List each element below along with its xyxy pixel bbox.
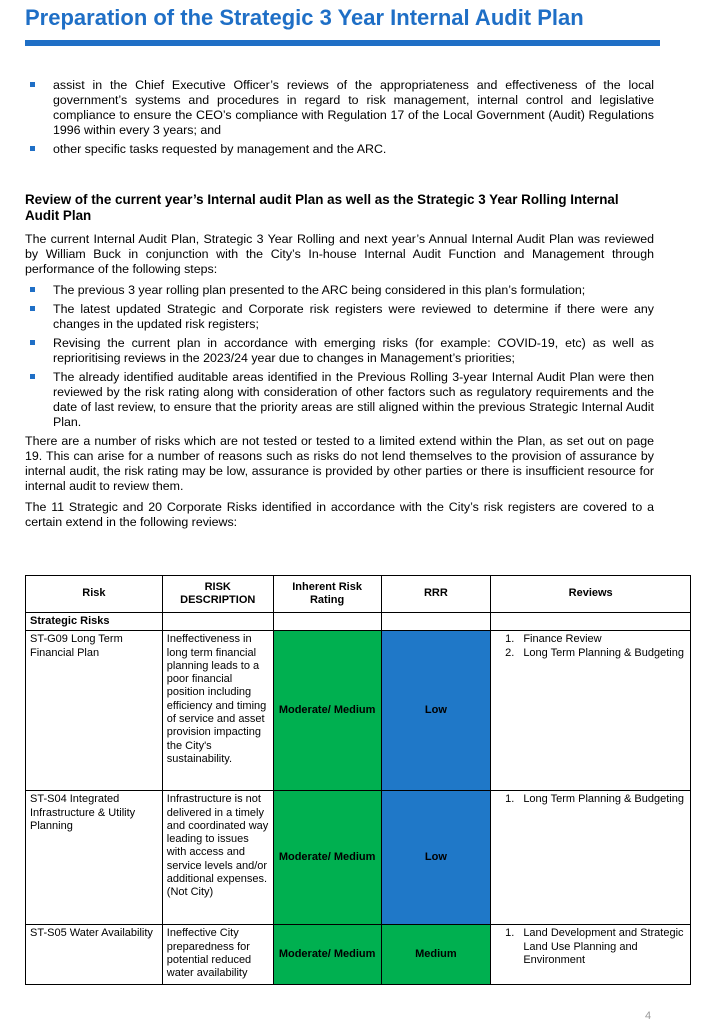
list-item: The already identified auditable areas identified in the Previous Rolling 3-year Internal Audit Plan were then reviewed by the risk rating along with consideration of other factors such as regulatory requirements and the date of last review, to ensure that the priority areas are still aligned within the previous Strategic Internal Audit Plan. [25, 370, 654, 430]
intro-bullet-list [25, 78, 654, 157]
list-item: The latest updated Strategic and Corporate risk registers were reviewed to determine if there were any changes in the updated risk registers; [25, 302, 654, 332]
table-row [26, 925, 691, 985]
reviews-cell [491, 631, 691, 791]
table-header-row [26, 576, 691, 613]
square-bullet-icon [30, 374, 35, 379]
square-bullet-icon [30, 287, 35, 292]
column-header-description: RISK DESCRIPTION [162, 576, 273, 613]
reviews-cell [491, 791, 691, 925]
rrr-cell: Low [381, 791, 491, 925]
rrr-cell: Low [381, 631, 491, 791]
list-item: assist in the Chief Executive Officer’s reviews of the appropriateness and effectiveness of the local government’s systems and procedures in regard to risk management, internal control and legislative compliance to ensure the CEO’s compliance with Regulation 17 of the Local Government (Audit) Regulations 1996 within every 3 years; and [25, 78, 654, 138]
description-cell: Infrastructure is not delivered in a timely and coordinated way leading to issues with access and service levels and/or additional expenses. (Not City) [162, 791, 273, 925]
column-header-inherent: Inherent Risk Rating [273, 576, 381, 613]
column-header-rrr: RRR [381, 576, 491, 613]
section-label: Strategic Risks [26, 613, 163, 631]
description-cell: Ineffectiveness in long term financial planning leads to a poor financial position including efficiency and timing of service and asset provision impacting the City's sustainability. [162, 631, 273, 791]
inherent-rating-cell: Moderate/ Medium [273, 925, 381, 985]
list-item: 1. Land Development and Strategic Land Use Planning and Environment [517, 927, 686, 967]
square-bullet-icon [30, 146, 35, 151]
title-underline [25, 40, 660, 46]
inherent-rating-cell: Moderate/ Medium [273, 631, 381, 791]
paragraph: There are a number of risks which are not tested or tested to a limited extend within the Plan, as set out on page 19. This can arise for a number of reasons such as risks do not lend themselves to the provision of assurance by internal audit, the risk rating may be low, assurance is provided by other parties or there is insufficient resource for internal audit to review them. [25, 434, 654, 493]
list-item: other specific tasks requested by management and the ARC. [25, 142, 654, 157]
column-header-risk: Risk [26, 576, 163, 613]
section-heading: Review of the current year’s Internal audit Plan as well as the Strategic 3 Year Rolling Internal Audit Plan [25, 192, 619, 223]
risk-cell: ST-S05 Water Availability [26, 925, 163, 985]
risk-cell: ST-G09 Long Term Financial Plan [26, 631, 163, 791]
risk-cell: ST-S04 Integrated Infrastructure & Utility Planning [26, 791, 163, 925]
list-item: 1. Long Term Planning & Budgeting [517, 793, 686, 806]
list-item: The previous 3 year rolling plan presented to the ARC being considered in this plan’s formulation; [25, 283, 654, 298]
description-cell: Ineffective City preparedness for potential reduced water availability [162, 925, 273, 985]
section-row [26, 613, 691, 631]
reviews-cell [491, 925, 691, 985]
list-item: Revising the current plan in accordance with emerging risks (for example: COVID-19, etc) as well as reprioritising reviews in the 2023/24 year due to changes in Management’s priorities; [25, 336, 654, 366]
page-number: 4 [645, 1010, 652, 1022]
column-header-reviews: Reviews [491, 576, 691, 613]
page-title: Preparation of the Strategic 3 Year Internal Audit Plan [25, 5, 584, 30]
reviews-list [495, 793, 686, 806]
list-item: 1. Finance Review [517, 633, 686, 646]
reviews-list [495, 927, 686, 967]
paragraph: The 11 Strategic and 20 Corporate Risks identified in accordance with the City’s risk registers are covered to a certain extend in the following reviews: [25, 500, 654, 529]
square-bullet-icon [30, 340, 35, 345]
reviews-list [495, 633, 686, 660]
risk-table [25, 575, 691, 985]
body-content [25, 78, 654, 536]
square-bullet-icon [30, 306, 35, 311]
square-bullet-icon [30, 82, 35, 87]
section-intro: The current Internal Audit Plan, Strategic 3 Year Rolling and next year’s Annual Internal Audit Plan was reviewed by William Buck in conjunction with the City’s In-house Internal Audit Function and Management through performance of the following steps: [25, 232, 654, 276]
steps-list [25, 283, 654, 430]
list-item: 2. Long Term Planning & Budgeting [517, 647, 686, 660]
inherent-rating-cell: Moderate/ Medium [273, 791, 381, 925]
table-row [26, 791, 691, 925]
rrr-cell: Medium [381, 925, 491, 985]
table-row [26, 631, 691, 791]
